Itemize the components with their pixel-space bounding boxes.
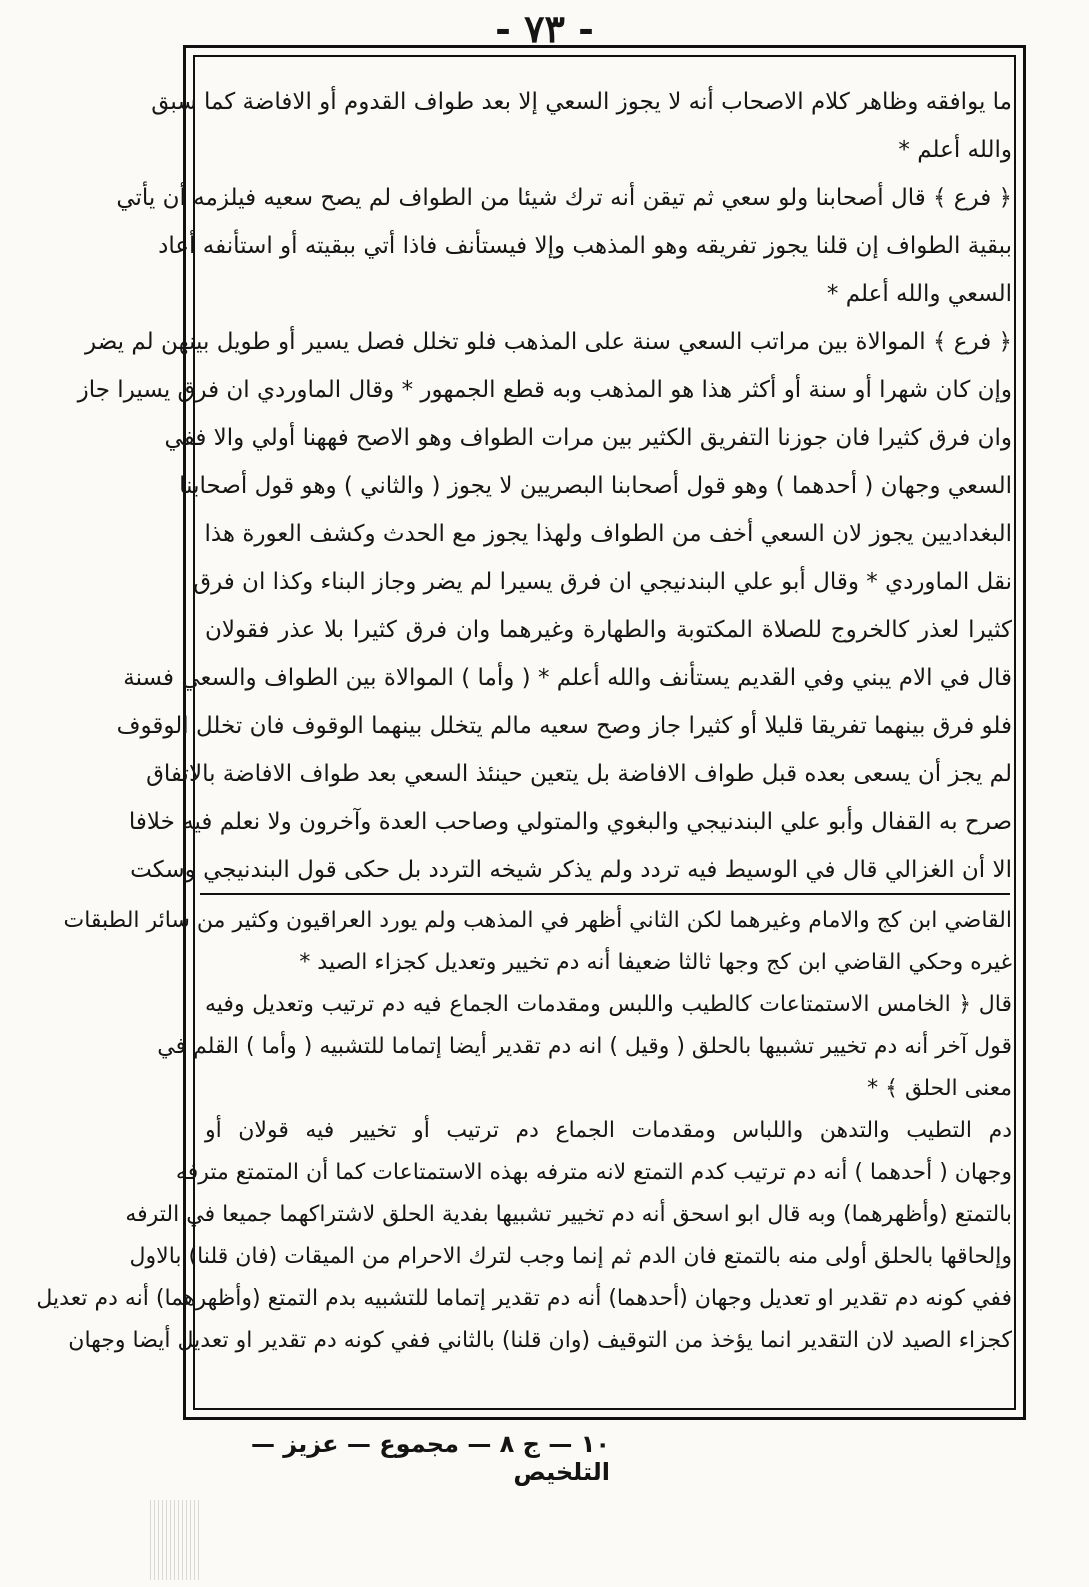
commentary-line: قال ﴿ الخامس الاستمتاعات كالطيب واللبس ومقدمات الجماع فيه دم ترتيب وتعديل وفيه	[205, 992, 1012, 1017]
main-text-line: ﴿ فرع ﴾ قال أصحابنا ولو سعي ثم تيقن أنه ترك شيئا من الطواف لم يصح سعيه فيلزمه أن يأتي	[116, 185, 1012, 211]
main-text-line: ما يوافقه وظاهر كلام الاصحاب أنه لا يجوز السعي إلا بعد طواف القدوم أو الافاضة كما سبق	[151, 89, 1012, 115]
main-text-line: كثيرا لعذر كالخروج للصلاة المكتوبة والطهارة وغيرهما وان فرق كثيرا بلا عذر فقولان	[205, 617, 1012, 643]
main-text-line: نقل الماوردي * وقال أبو علي البندنيجي ان فرق يسيرا لم يضر وجاز البناء وكذا ان فرق	[193, 569, 1012, 595]
commentary-line: معنى الحلق ﴾ *	[867, 1076, 1012, 1101]
commentary-line: غيره وحكي القاضي ابن كج وجها ثالثا ضعيفا أنه دم تخيير وتعديل كجزاء الصيد *	[299, 950, 1012, 975]
main-text-line: صرح به القفال وأبو علي البندنيجي والبغوي والمتولي وصاحب العدة وآخرون ولا نعلم فيه خلافا	[128, 809, 1012, 835]
commentary-line: قول آخر أنه دم تخيير تشبيها بالحلق ( وقيل ) انه دم تقدير أيضا إتماما للتشبيه ( وأما ) القلم في	[157, 1034, 1012, 1059]
printer-signature: ١٠ — ج ٨ — مجموع — عزيز — التلخيص	[250, 1430, 610, 1486]
commentary-line: دم التطيب والتدهن واللباس ومقدمات الجماع دم ترتيب أو تخيير فيه قولان أو	[205, 1118, 1012, 1143]
commentary-line: وإلحاقها بالحلق أولى منه بالتمتع فان الدم ثم إنما وجب لترك الاحرام من الميقات (فان قلنا) بالاول	[129, 1244, 1012, 1269]
commentary-line: كجزاء الصيد لان التقدير انما يؤخذ من التوقيف (وان قلنا) بالثاني ففي كونه دم تقدير او تعديل أيضا وجهان	[68, 1328, 1012, 1353]
main-text-line: فلو فرق بينهما تفريقا قليلا أو كثيرا جاز وصح سعيه مالم يتخلل بينهما الوقوف فان تخلل الوقوف	[116, 713, 1012, 739]
page-number: - ٧٣ -	[495, 6, 594, 51]
commentary-block	[36, 900, 1012, 1405]
main-text-line: وان فرق كثيرا فان جوزنا التفريق الكثير بين مرات الطواف وهو الاصح فههنا أولي والا ففي	[164, 425, 1012, 451]
main-text-line: ببقية الطواف إن قلنا يجوز تفريقه وهو المذهب وإلا فيستأنف فاذا أتي ببقيته أو استأنفه أعاد	[158, 233, 1012, 259]
main-text-line: قال في الام يبني وفي القديم يستأنف والله أعلم * ( وأما ) الموالاة بين الطواف والسعي فسنة	[123, 665, 1012, 691]
commentary-line: القاضي ابن كج والامام وغيرهما لكن الثاني أظهر في المذهب ولم يورد العراقيون وكثير من سائر الطبقات	[63, 908, 1012, 933]
main-text-line: ﴿ فرع ﴾ الموالاة بين مراتب السعي سنة على المذهب فلو تخلل فصل يسير أو طويل بينهن لم يضر	[85, 329, 1012, 355]
scan-artifact	[150, 1500, 200, 1580]
commentary-line: وجهان ( أحدهما ) أنه دم ترتيب كدم التمتع لانه مترفه بهذه الاستمتاعات كما أن المتمتع مترفه	[175, 1160, 1012, 1185]
main-text-line: الا أن الغزالي قال في الوسيط فيه تردد ولم يذكر شيخه التردد بل حكى قول البندنيجي وسكت	[130, 857, 1012, 883]
main-text-block	[77, 78, 1012, 890]
main-text-line: لم يجز أن يسعى بعده قبل طواف الافاضة بل يتعين حينئذ السعي بعد طواف الافاضة بالاتفاق	[146, 761, 1012, 787]
main-text-line: السعي وجهان ( أحدهما ) وهو قول أصحابنا البصريين لا يجوز ( والثاني ) وهو قول أصحابنا	[179, 473, 1012, 499]
main-text-line: والله أعلم *	[898, 137, 1012, 163]
commentary-line: ففي كونه دم تقدير او تعديل وجهان (أحدهما) أنه دم تقدير إتماما للتشبيه بدم التمتع (وأظهرهما) أنه دم تعديل	[36, 1286, 1012, 1311]
main-text-line: البغداديين يجوز لان السعي أخف من الطواف ولهذا يجوز مع الحدث وكشف العورة هذا	[204, 521, 1012, 547]
main-text-line: وإن كان شهرا أو سنة أو أكثر هذا هو المذهب وبه قطع الجمهور * وقال الماوردي ان فرق يسيرا جاز	[77, 377, 1012, 403]
section-divider	[200, 893, 1010, 895]
main-text-line: السعي والله أعلم *	[826, 281, 1012, 307]
commentary-line: بالتمتع (وأظهرهما) وبه قال ابو اسحق أنه دم تخيير تشبيها بفدية الحلق لاشتراكهما جميعا في الترفه	[125, 1202, 1012, 1227]
